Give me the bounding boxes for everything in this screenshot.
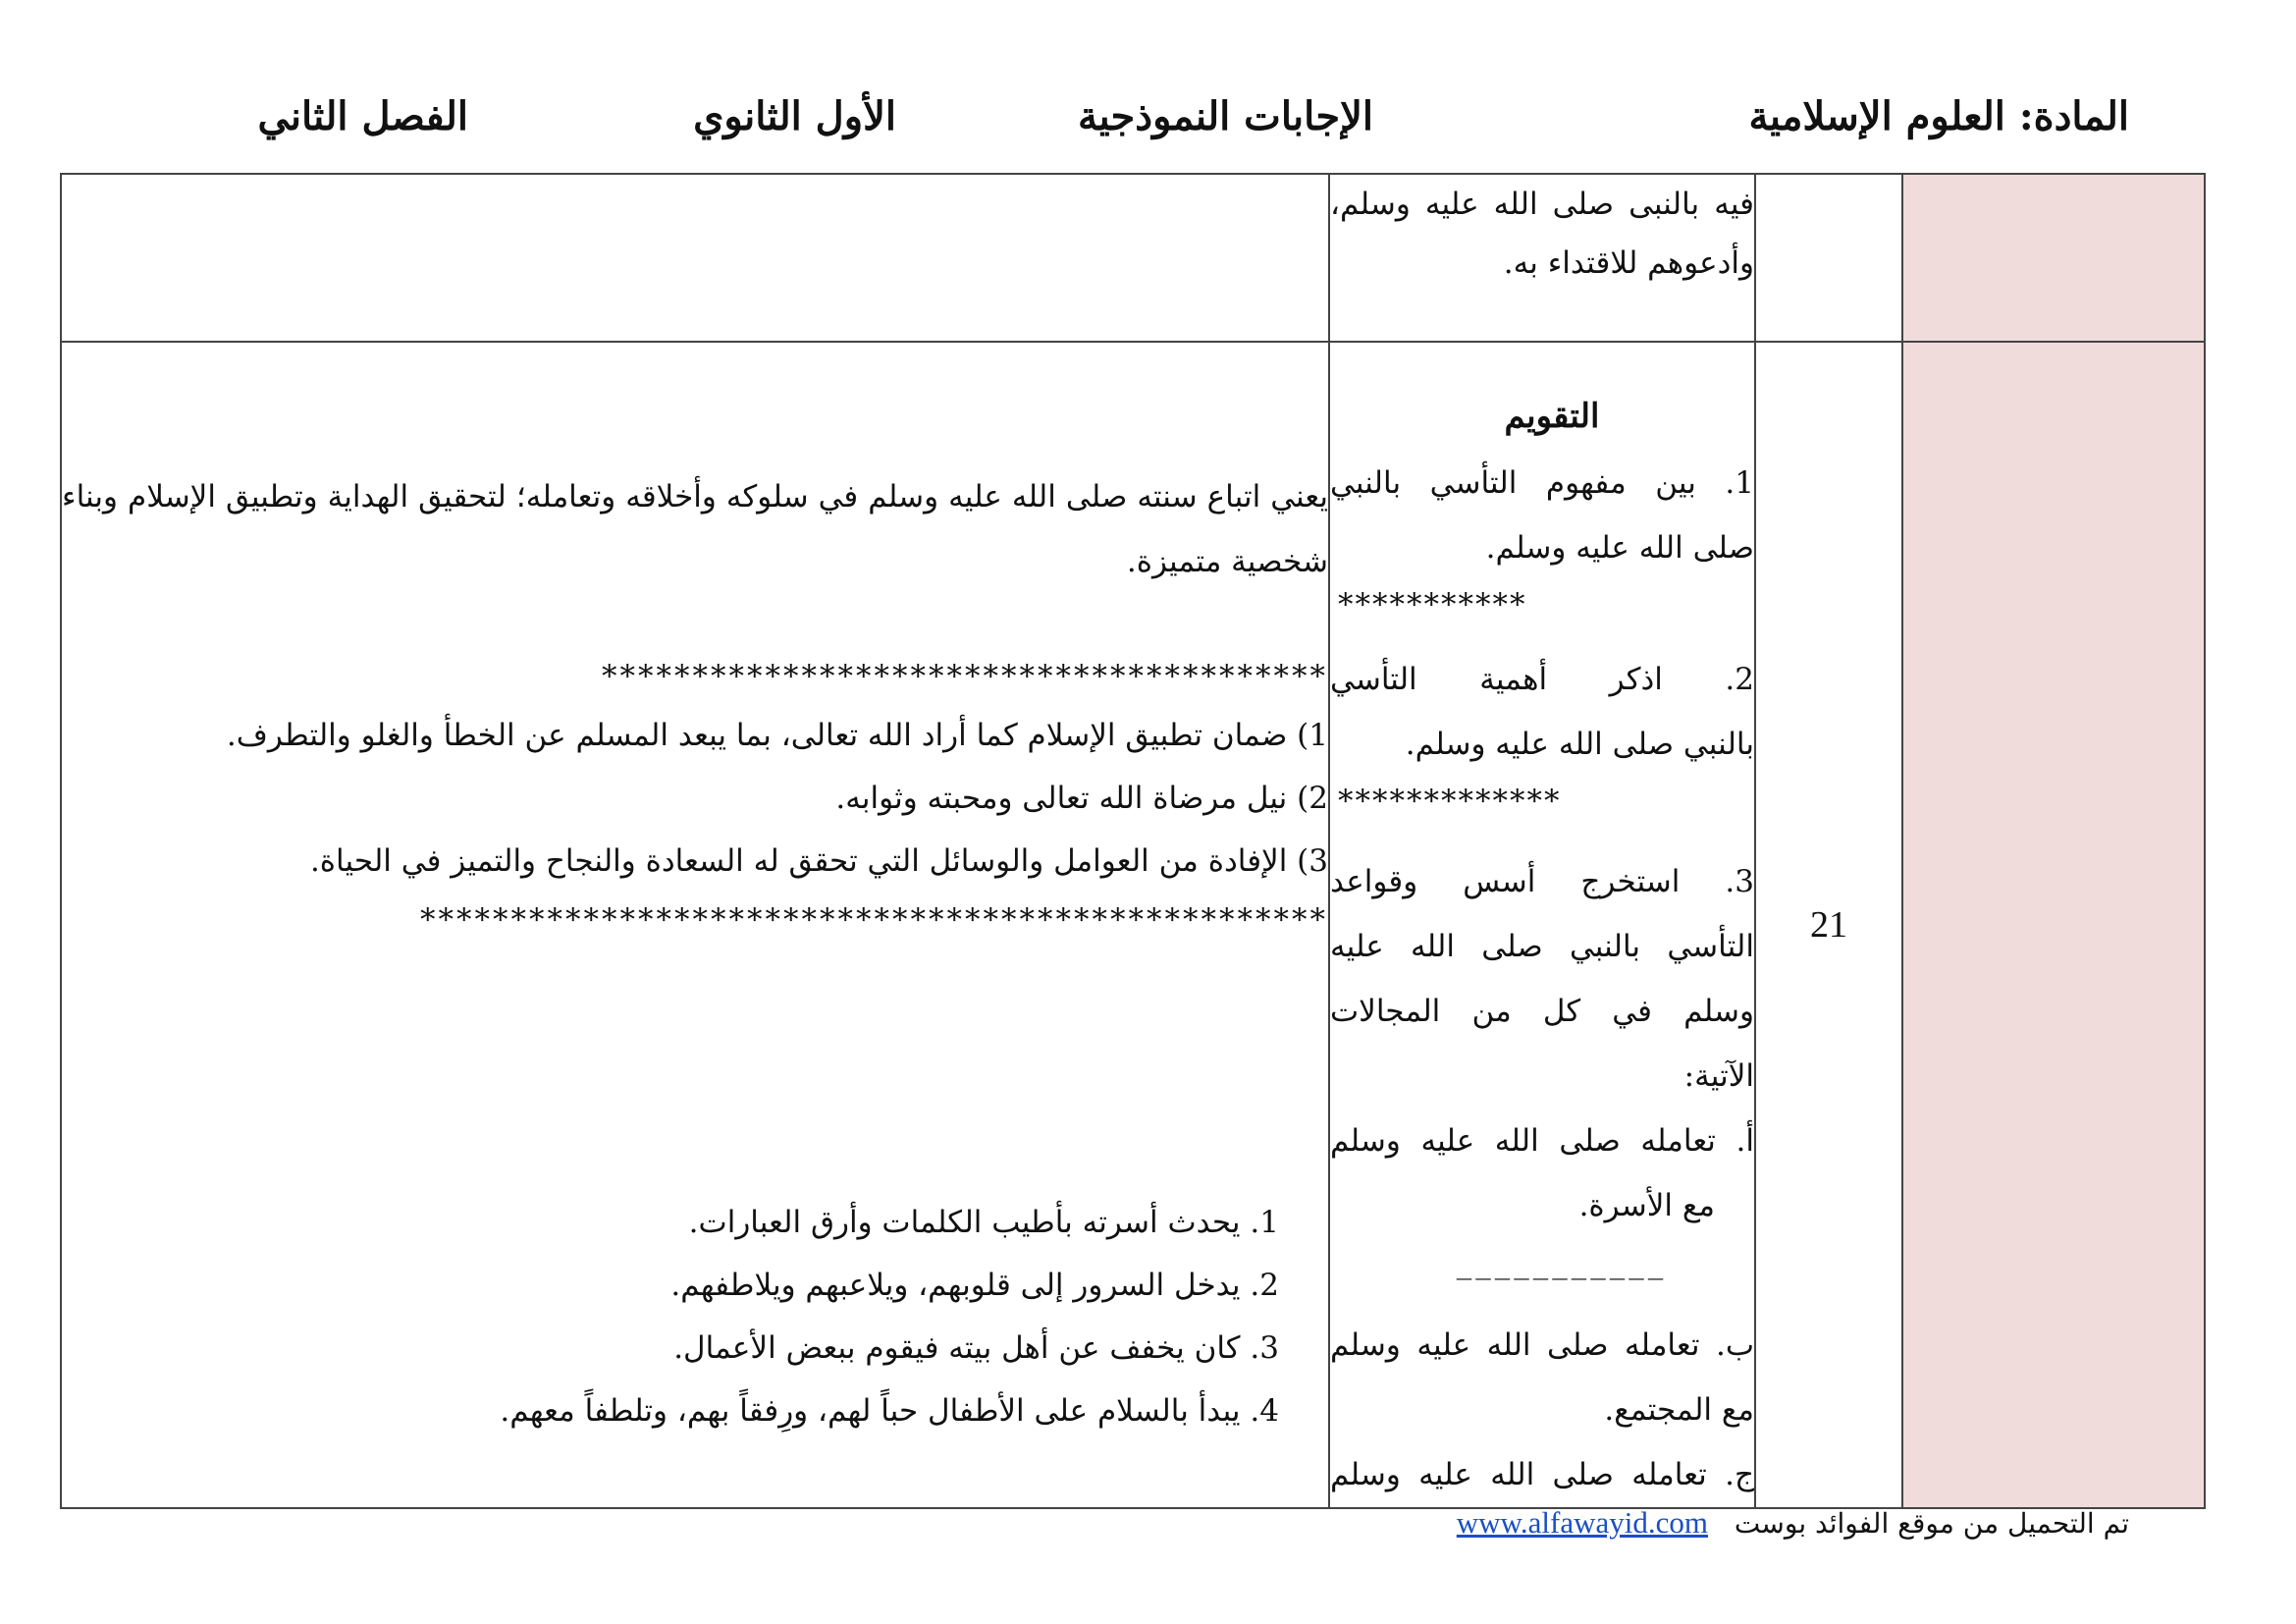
lesson-table bbox=[60, 173, 2206, 1509]
question-3-line: الآتية: bbox=[1683, 1058, 1754, 1094]
answers-title: الإجابات النموذجية bbox=[1078, 93, 1373, 139]
pink-cell bbox=[1902, 342, 2205, 1508]
question-3a-line: أ. تعامله صلى الله عليه وسلم bbox=[1330, 1123, 1754, 1159]
question-cell bbox=[1329, 174, 1755, 342]
pink-cell bbox=[1902, 174, 2205, 342]
definition-answer: يعني اتباع سنته صلى الله عليه وسلم في سلوكه وأخلاقه وتعامله؛ لتحقيق الهداية وتطبيق الإسلام وبناء شخصية متميزة. bbox=[62, 479, 1328, 579]
question-line: فيه بالنبى صلى الله عليه وسلم، bbox=[1330, 187, 1754, 222]
question-2-line: 2. اذكر أهمية التأسي bbox=[1330, 662, 1754, 697]
question-line: وأدعوهم للاقتداء به. bbox=[1503, 245, 1754, 281]
list-item: 1) ضمان تطبيق الإسلام كما أراد الله تعالى، بما يبعد المسلم عن الخطأ والغلو والتطرف. bbox=[226, 718, 1328, 753]
subject-title: المادة: العلوم الإسلامية bbox=[1748, 93, 2129, 139]
evaluation-title: التقويم bbox=[1504, 397, 1600, 436]
question-2-line: بالنبي صلى الله عليه وسلم. bbox=[1405, 727, 1754, 762]
list-item: 2. يدخل السرور إلى قلوبهم، ويلاعبهم ويلاطفهم. bbox=[670, 1268, 1279, 1303]
question-3-line: وسلم في كل من المجالات bbox=[1330, 994, 1754, 1029]
question-3a-line: مع الأسرة. bbox=[1578, 1188, 1715, 1223]
answer-blank: ___________ bbox=[1456, 1245, 1668, 1280]
list-item: 3) الإفادة من العوامل والوسائل التي تحقق له السعادة والنجاح والتميز في الحياة. bbox=[309, 843, 1328, 879]
question-cell bbox=[1329, 342, 1755, 1508]
list-item: 1. يحدث أسرته بأطيب الكلمات وأرق العبارات. bbox=[688, 1205, 1279, 1240]
answer-cell bbox=[61, 174, 1329, 342]
question-3-line: 3. استخرج أسس وقواعد bbox=[1330, 864, 1754, 899]
term-title: الفصل الثاني bbox=[257, 93, 468, 139]
page-header bbox=[0, 93, 2296, 152]
importance-list bbox=[62, 704, 1328, 893]
family-list bbox=[62, 1191, 1328, 1442]
grade-title: الأول الثانوي bbox=[693, 93, 896, 139]
table-row bbox=[61, 342, 2205, 1508]
separator-stars: *********** bbox=[1338, 587, 1527, 623]
table-row bbox=[61, 174, 2205, 342]
list-item: 3. كان يخفف عن أهل بيته فيقوم ببعض الأعمال. bbox=[673, 1330, 1279, 1366]
separator-stars: ************************************************** bbox=[420, 902, 1328, 938]
question-3c-line: ج. تعامله صلى الله عليه وسلم bbox=[1330, 1457, 1754, 1492]
question-3-line: التأسي بالنبي صلى الله عليه bbox=[1330, 929, 1754, 964]
site-link[interactable]: www.alfawayid.com bbox=[1456, 1505, 1708, 1540]
lesson-number: 21 bbox=[1755, 342, 1902, 1508]
number-cell bbox=[1755, 174, 1902, 342]
question-1-line: صلى الله عليه وسلم. bbox=[1485, 530, 1754, 566]
list-item: 2) نيل مرضاة الله تعالى ومحبته وثوابه. bbox=[835, 781, 1328, 816]
question-3b-line: مع المجتمع. bbox=[1604, 1392, 1754, 1428]
separator-stars: ************* bbox=[1338, 784, 1562, 819]
separator-stars: **************************************** bbox=[602, 659, 1328, 694]
footer-text: تم التحميل من موقع الفوائد بوست bbox=[1734, 1507, 2129, 1540]
answer-cell bbox=[61, 342, 1329, 1508]
question-1-line: 1. بين مفهوم التأسي بالنبي bbox=[1330, 465, 1754, 501]
question-3b-line: ب. تعامله صلى الله عليه وسلم bbox=[1330, 1327, 1754, 1363]
page-footer bbox=[1457, 1505, 2129, 1541]
list-item: 4. يبدأ بالسلام على الأطفال حباً لهم، ورِفقاً بهم، وتلطفاً معهم. bbox=[500, 1393, 1279, 1429]
